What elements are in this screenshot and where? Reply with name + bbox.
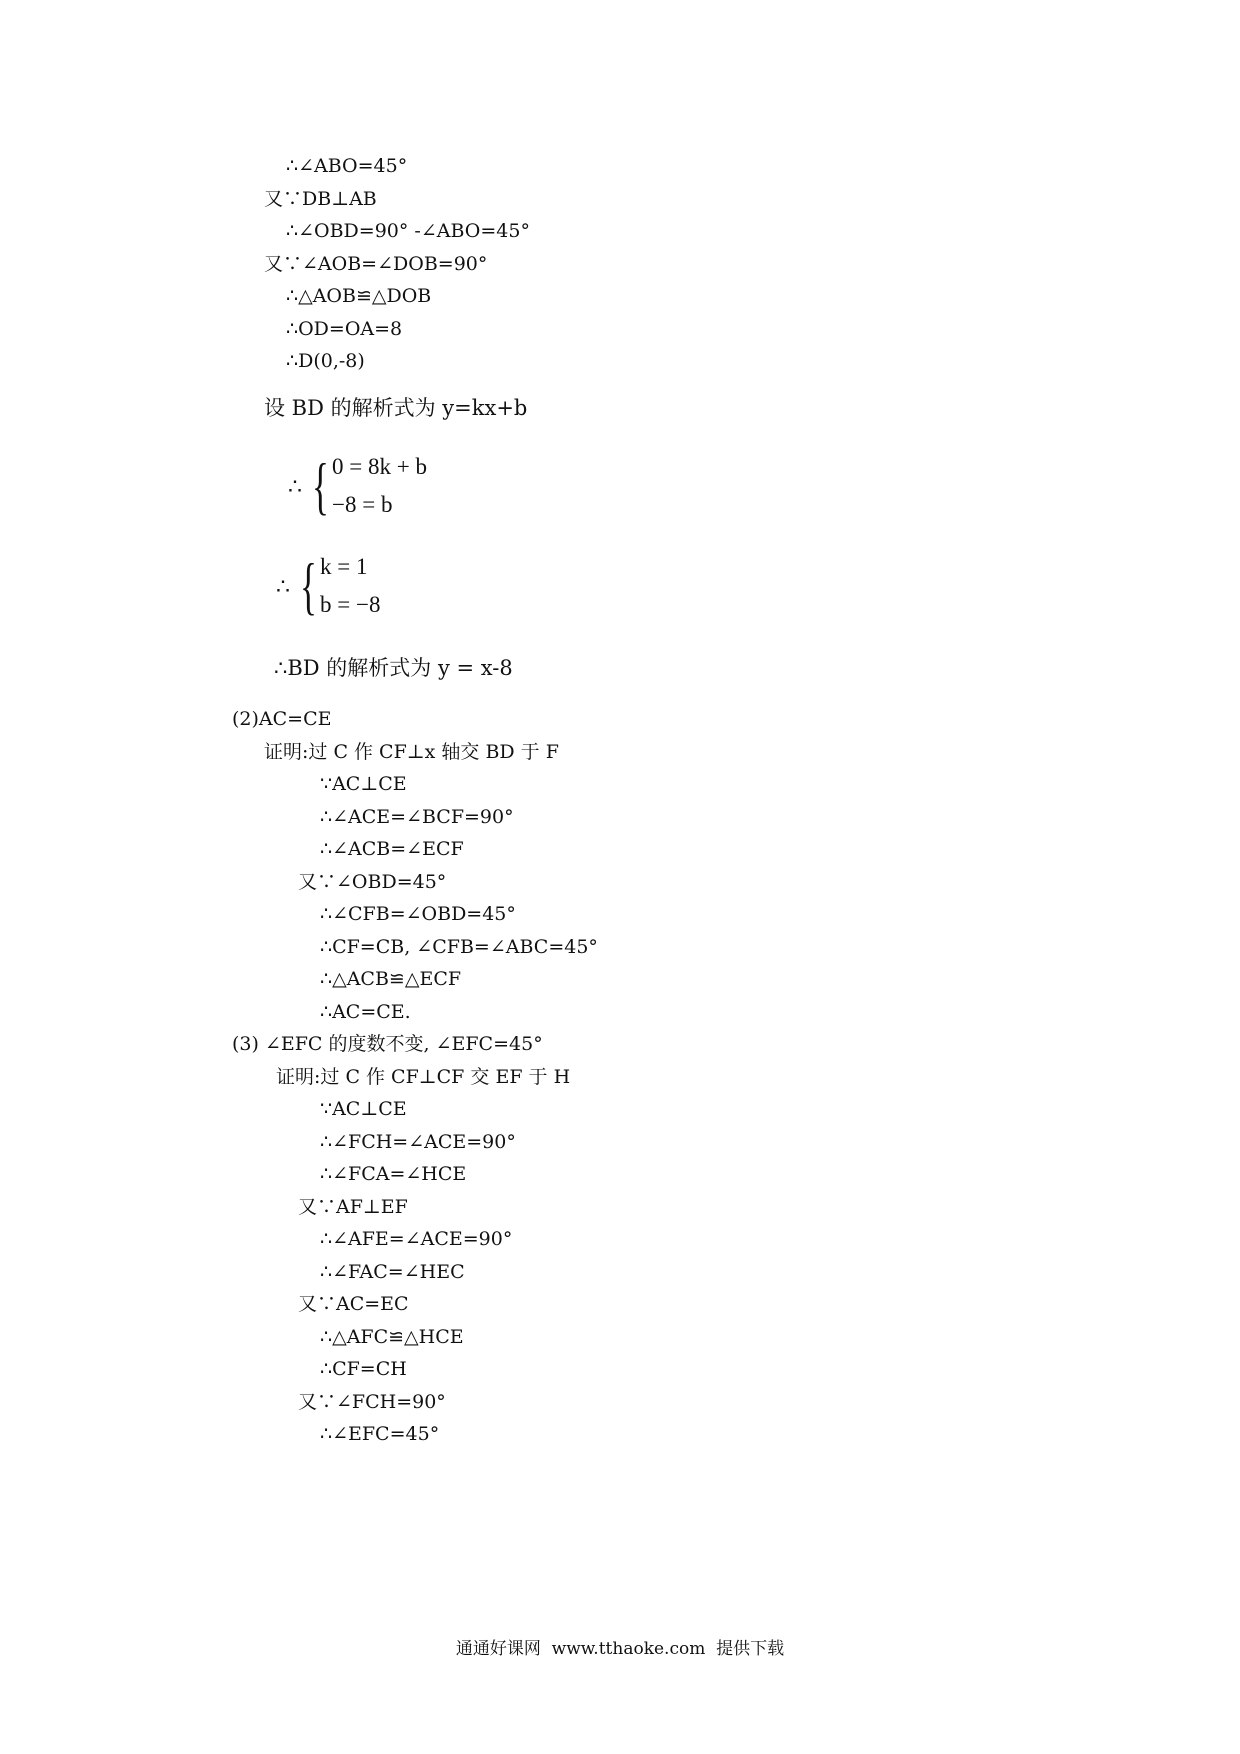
equation: 0 = 8k + b (332, 454, 427, 479)
proof-line: ∵AC⊥CE (320, 773, 407, 795)
equation: b = −8 (320, 592, 381, 617)
therefore-symbol: ∴ (288, 474, 302, 499)
proof-line: 设 BD 的解析式为 y=kx+b (264, 396, 528, 420)
proof-line: 又∵∠AOB=∠DOB=90° (264, 253, 488, 275)
equation: k = 1 (320, 554, 368, 579)
proof-line: ∴∠EFC=45° (320, 1423, 440, 1445)
proof-line: ∴∠ACE=∠BCF=90° (320, 806, 514, 828)
proof-line: ∴∠CFB=∠OBD=45° (320, 903, 516, 925)
proof-line: 又∵AF⊥EF (298, 1196, 408, 1218)
proof-line: ∴CF=CB, ∠CFB=∠ABC=45° (320, 936, 598, 958)
equation: −8 = b (332, 492, 393, 517)
page-footer: 通通好课网 www.tthaoke.com 提供下载 (455, 1639, 785, 1659)
proof-line: 证明:过 C 作 CF⊥x 轴交 BD 于 F (264, 741, 559, 763)
proof-line: ∴BD 的解析式为 y = x-8 (274, 656, 513, 680)
equation-system (288, 452, 448, 528)
section-heading: (2)AC=CE (232, 708, 332, 730)
proof-line: ∴∠ACB=∠ECF (320, 838, 464, 860)
proof-line: 又∵∠OBD=45° (298, 871, 447, 893)
proof-line: ∴∠ABO=45° (286, 155, 408, 177)
proof-line: 又∵AC=EC (298, 1293, 409, 1315)
proof-line: 又∵DB⊥AB (264, 188, 377, 210)
proof-line: ∵AC⊥CE (320, 1098, 407, 1120)
proof-line: ∴D(0,-8) (286, 350, 365, 372)
proof-line: ∴OD=OA=8 (286, 318, 403, 340)
equation-system (276, 552, 436, 628)
proof-line: ∴AC=CE. (320, 1001, 411, 1023)
proof-line: ∴△AFC≌△HCE (320, 1326, 464, 1348)
proof-line: ∴△ACB≌△ECF (320, 968, 462, 990)
section-heading: (3) ∠EFC 的度数不变, ∠EFC=45° (232, 1033, 543, 1055)
proof-line: ∴△AOB≌△DOB (286, 285, 432, 307)
proof-line: ∴∠AFE=∠ACE=90° (320, 1228, 513, 1250)
proof-line: ∴∠FAC=∠HEC (320, 1261, 465, 1283)
proof-line: ∴∠FCA=∠HCE (320, 1163, 467, 1185)
proof-line: 证明:过 C 作 CF⊥CF 交 EF 于 H (276, 1066, 571, 1088)
therefore-symbol: ∴ (276, 574, 290, 599)
proof-line: 又∵∠FCH=90° (298, 1391, 446, 1413)
proof-line: ∴∠OBD=90° -∠ABO=45° (286, 220, 530, 242)
proof-line: ∴CF=CH (320, 1358, 407, 1380)
proof-line: ∴∠FCH=∠ACE=90° (320, 1131, 516, 1153)
left-brace: { (312, 450, 329, 521)
left-brace: { (300, 550, 317, 621)
